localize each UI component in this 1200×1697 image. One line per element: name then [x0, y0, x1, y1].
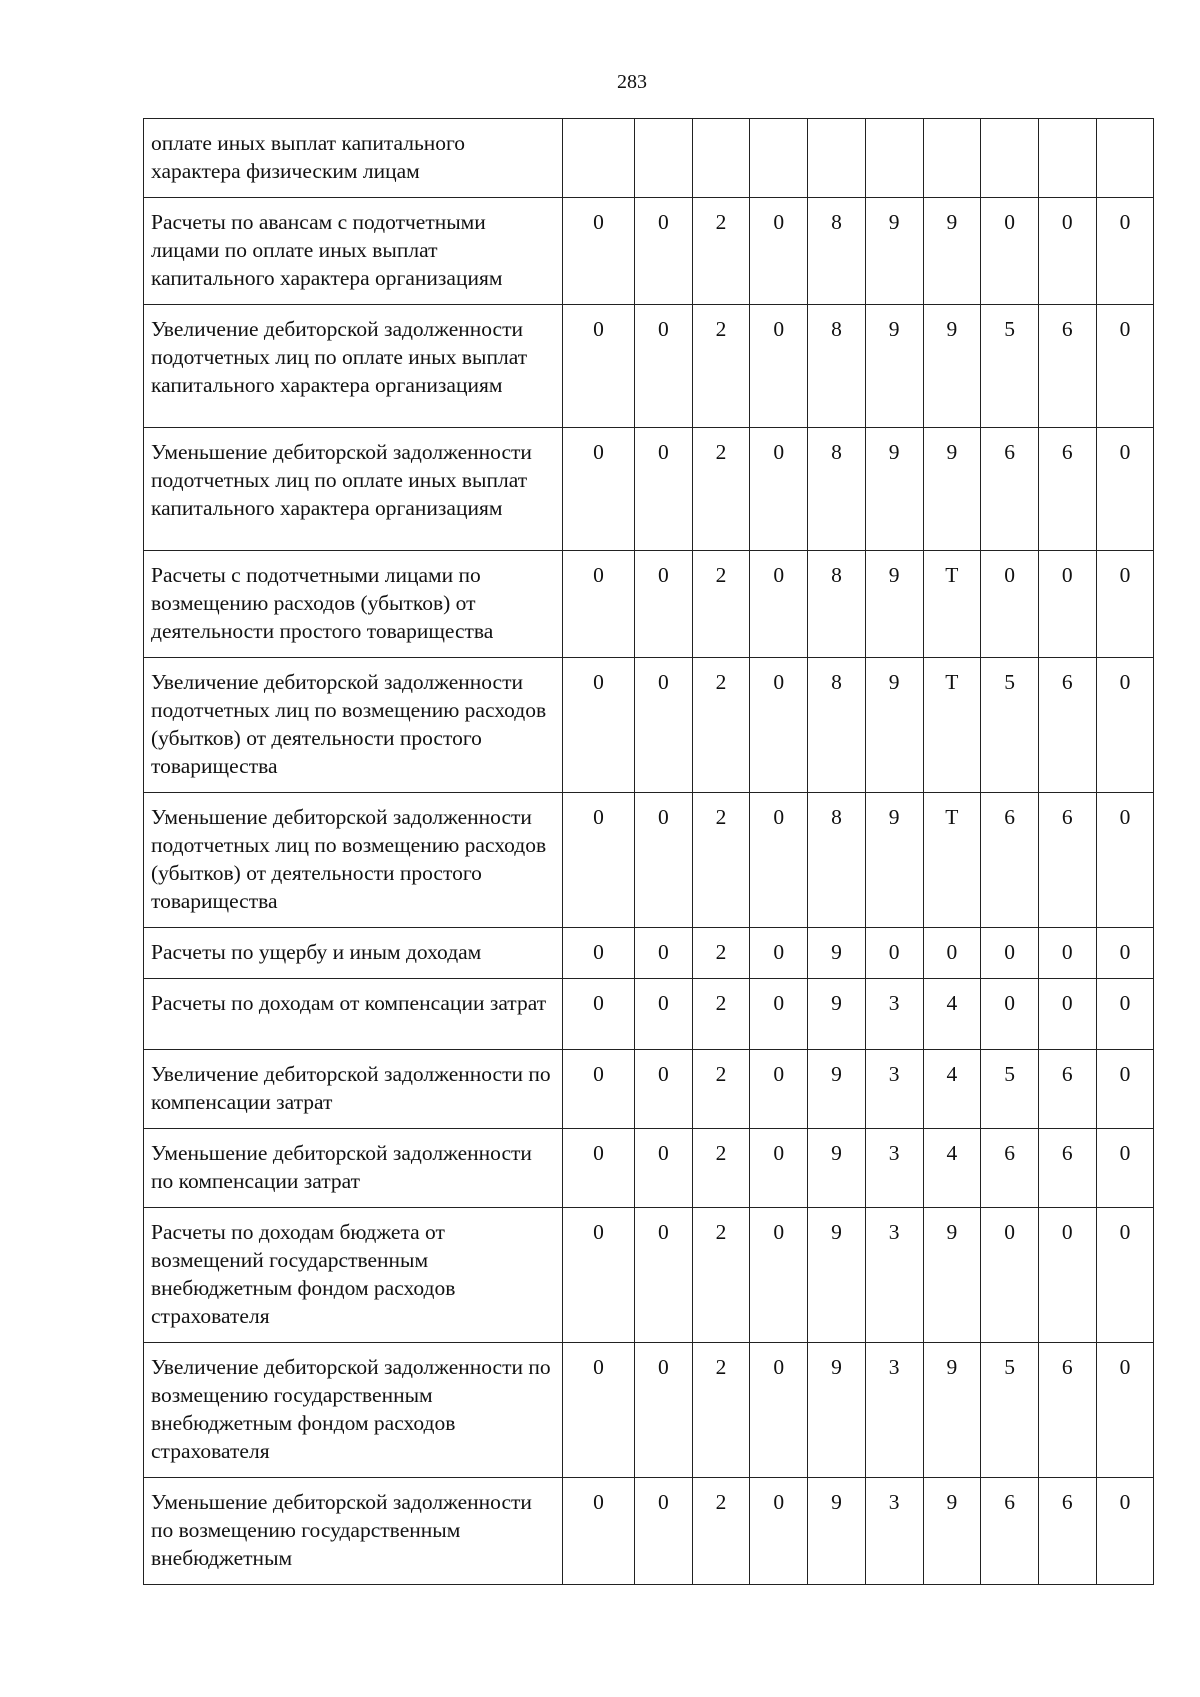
code-digit-7: 9	[923, 1208, 981, 1343]
code-digit-9: 0	[1038, 1208, 1096, 1343]
table-row	[144, 198, 1154, 305]
code-digit-2: 0	[635, 1050, 693, 1129]
code-digit-10: 0	[1096, 979, 1154, 1050]
code-digit-5: 9	[808, 979, 866, 1050]
code-digit-4: 0	[750, 1208, 808, 1343]
code-digit-2: 0	[635, 305, 693, 428]
code-digit-2: 0	[635, 551, 693, 658]
code-digit-2: 0	[635, 928, 693, 979]
code-digit-6: 9	[865, 428, 923, 551]
code-digit-10: 0	[1096, 551, 1154, 658]
code-digit-5: 9	[808, 1478, 866, 1585]
table-row	[144, 551, 1154, 658]
code-digit-10: 0	[1096, 1208, 1154, 1343]
code-digit-1: 0	[563, 979, 635, 1050]
code-digit-7: 4	[923, 979, 981, 1050]
account-description: Увеличение дебиторской задолженности по возмещению государственным внебюджетным фондом расходов страхователя	[144, 1343, 563, 1478]
code-digit-2: 0	[635, 1129, 693, 1208]
code-digit-5: 8	[808, 658, 866, 793]
code-digit-3	[692, 119, 750, 198]
table-row	[144, 305, 1154, 428]
code-digit-9: 6	[1038, 305, 1096, 428]
code-digit-5: 8	[808, 793, 866, 928]
code-digit-10: 0	[1096, 305, 1154, 428]
code-digit-10: 0	[1096, 658, 1154, 793]
account-description: Увеличение дебиторской задолженности подотчетных лиц по возмещению расходов (убытков) от деятельности простого товарищества	[144, 658, 563, 793]
code-digit-7: 9	[923, 198, 981, 305]
code-digit-9: 0	[1038, 979, 1096, 1050]
code-digit-9: 0	[1038, 198, 1096, 305]
code-digit-7: 4	[923, 1129, 981, 1208]
code-digit-2: 0	[635, 198, 693, 305]
table-body	[144, 119, 1154, 1585]
code-digit-1: 0	[563, 198, 635, 305]
code-digit-9: 0	[1038, 928, 1096, 979]
table-row	[144, 1050, 1154, 1129]
code-digit-6	[865, 119, 923, 198]
code-digit-1: 0	[563, 305, 635, 428]
code-digit-7	[923, 119, 981, 198]
code-digit-2: 0	[635, 428, 693, 551]
code-digit-6: 9	[865, 198, 923, 305]
code-digit-4: 0	[750, 793, 808, 928]
code-digit-8: 0	[981, 928, 1039, 979]
code-digit-8: 0	[981, 1208, 1039, 1343]
code-digit-8: 5	[981, 1343, 1039, 1478]
code-digit-3: 2	[692, 1208, 750, 1343]
page-number: 283	[617, 71, 647, 93]
code-digit-8: 5	[981, 1050, 1039, 1129]
code-digit-10: 0	[1096, 1050, 1154, 1129]
code-digit-5: 8	[808, 551, 866, 658]
code-digit-4: 0	[750, 1050, 808, 1129]
code-digit-6: 3	[865, 1343, 923, 1478]
account-description: Уменьшение дебиторской задолженности подотчетных лиц по возмещению расходов (убытков) от деятельности простого товарищества	[144, 793, 563, 928]
code-digit-8: 0	[981, 198, 1039, 305]
account-description: Уменьшение дебиторской задолженности подотчетных лиц по оплате иных выплат капитального характера организациям	[144, 428, 563, 551]
code-digit-2: 0	[635, 1478, 693, 1585]
code-digit-2	[635, 119, 693, 198]
code-digit-4: 0	[750, 1129, 808, 1208]
code-digit-4: 0	[750, 658, 808, 793]
code-digit-1: 0	[563, 793, 635, 928]
table-row	[144, 1343, 1154, 1478]
account-description: Расчеты по доходам бюджета от возмещений государственным внебюджетным фондом расходов страхователя	[144, 1208, 563, 1343]
code-digit-6: 9	[865, 793, 923, 928]
code-digit-1: 0	[563, 658, 635, 793]
code-digit-5: 9	[808, 1343, 866, 1478]
code-digit-5: 9	[808, 1129, 866, 1208]
table-row	[144, 1478, 1154, 1585]
code-digit-7: 9	[923, 428, 981, 551]
code-digit-6: 3	[865, 1129, 923, 1208]
code-digit-1: 0	[563, 1129, 635, 1208]
code-digit-9: 6	[1038, 793, 1096, 928]
code-digit-4: 0	[750, 305, 808, 428]
code-digit-4: 0	[750, 198, 808, 305]
code-digit-1: 0	[563, 1478, 635, 1585]
account-description: Расчеты по ущербу и иным доходам	[144, 928, 563, 979]
code-digit-6: 3	[865, 979, 923, 1050]
code-digit-9	[1038, 119, 1096, 198]
code-digit-7: Т	[923, 551, 981, 658]
code-digit-6: 3	[865, 1208, 923, 1343]
code-digit-10: 0	[1096, 428, 1154, 551]
code-digit-2: 0	[635, 793, 693, 928]
code-digit-8	[981, 119, 1039, 198]
code-digit-5: 9	[808, 928, 866, 979]
account-description: Уменьшение дебиторской задолженности по компенсации затрат	[144, 1129, 563, 1208]
code-digit-4: 0	[750, 928, 808, 979]
account-description: Расчеты по доходам от компенсации затрат	[144, 979, 563, 1050]
code-digit-6: 9	[865, 551, 923, 658]
code-digit-3: 2	[692, 793, 750, 928]
code-digit-10: 0	[1096, 1129, 1154, 1208]
code-digit-10	[1096, 119, 1154, 198]
code-digit-4: 0	[750, 1343, 808, 1478]
code-digit-1: 0	[563, 928, 635, 979]
table-row	[144, 1129, 1154, 1208]
code-digit-9: 6	[1038, 658, 1096, 793]
code-digit-8: 5	[981, 305, 1039, 428]
code-digit-6: 9	[865, 305, 923, 428]
code-digit-9: 6	[1038, 1050, 1096, 1129]
code-digit-2: 0	[635, 979, 693, 1050]
table-row	[144, 979, 1154, 1050]
code-digit-10: 0	[1096, 1343, 1154, 1478]
code-digit-7: Т	[923, 658, 981, 793]
code-digit-1: 0	[563, 428, 635, 551]
code-digit-3: 2	[692, 428, 750, 551]
code-digit-10: 0	[1096, 198, 1154, 305]
code-digit-7: 9	[923, 305, 981, 428]
code-digit-5: 8	[808, 198, 866, 305]
code-digit-5	[808, 119, 866, 198]
code-digit-6: 0	[865, 928, 923, 979]
code-digit-3: 2	[692, 658, 750, 793]
account-description: Расчеты с подотчетными лицами по возмещению расходов (убытков) от деятельности простого товарищества	[144, 551, 563, 658]
code-digit-10: 0	[1096, 928, 1154, 979]
table-row	[144, 928, 1154, 979]
code-digit-3: 2	[692, 928, 750, 979]
code-digit-9: 6	[1038, 1478, 1096, 1585]
account-description: Уменьшение дебиторской задолженности по возмещению государственным внебюджетным	[144, 1478, 563, 1585]
table-row	[144, 1208, 1154, 1343]
code-digit-9: 6	[1038, 428, 1096, 551]
code-digit-1	[563, 119, 635, 198]
code-digit-3: 2	[692, 1478, 750, 1585]
code-digit-8: 6	[981, 428, 1039, 551]
table-row	[144, 658, 1154, 793]
table-row	[144, 119, 1154, 198]
code-digit-10: 0	[1096, 793, 1154, 928]
code-digit-6: 3	[865, 1050, 923, 1129]
code-digit-9: 6	[1038, 1343, 1096, 1478]
code-digit-3: 2	[692, 1050, 750, 1129]
code-digit-4: 0	[750, 1478, 808, 1585]
code-digit-2: 0	[635, 658, 693, 793]
code-digit-3: 2	[692, 1343, 750, 1478]
code-digit-4	[750, 119, 808, 198]
code-digit-1: 0	[563, 551, 635, 658]
code-digit-6: 9	[865, 658, 923, 793]
code-digit-9: 6	[1038, 1129, 1096, 1208]
table-row	[144, 793, 1154, 928]
code-digit-4: 0	[750, 551, 808, 658]
code-digit-8: 6	[981, 1129, 1039, 1208]
code-digit-3: 2	[692, 551, 750, 658]
code-digit-7: 0	[923, 928, 981, 979]
code-digit-2: 0	[635, 1343, 693, 1478]
account-description: Увеличение дебиторской задолженности по компенсации затрат	[144, 1050, 563, 1129]
code-digit-8: 0	[981, 551, 1039, 658]
code-digit-5: 8	[808, 305, 866, 428]
code-digit-7: 9	[923, 1343, 981, 1478]
code-digit-6: 3	[865, 1478, 923, 1585]
code-digit-10: 0	[1096, 1478, 1154, 1585]
code-digit-3: 2	[692, 305, 750, 428]
code-digit-7: 4	[923, 1050, 981, 1129]
code-digit-2: 0	[635, 1208, 693, 1343]
code-digit-9: 0	[1038, 551, 1096, 658]
code-digit-8: 6	[981, 793, 1039, 928]
code-digit-3: 2	[692, 198, 750, 305]
code-digit-7: 9	[923, 1478, 981, 1585]
code-digit-5: 8	[808, 428, 866, 551]
account-description: Расчеты по авансам с подотчетными лицами по оплате иных выплат капитального характера организациям	[144, 198, 563, 305]
code-digit-1: 0	[563, 1343, 635, 1478]
code-digit-3: 2	[692, 979, 750, 1050]
account-codes-table	[143, 118, 1154, 1585]
code-digit-8: 6	[981, 1478, 1039, 1585]
code-digit-8: 5	[981, 658, 1039, 793]
code-digit-7: Т	[923, 793, 981, 928]
code-digit-4: 0	[750, 428, 808, 551]
code-digit-3: 2	[692, 1129, 750, 1208]
code-digit-5: 9	[808, 1208, 866, 1343]
code-digit-4: 0	[750, 979, 808, 1050]
account-description: оплате иных выплат капитального характера физическим лицам	[144, 119, 563, 198]
table-row	[144, 428, 1154, 551]
code-digit-1: 0	[563, 1050, 635, 1129]
code-digit-8: 0	[981, 979, 1039, 1050]
account-description: Увеличение дебиторской задолженности подотчетных лиц по оплате иных выплат капитального характера организациям	[144, 305, 563, 428]
code-digit-1: 0	[563, 1208, 635, 1343]
code-digit-5: 9	[808, 1050, 866, 1129]
